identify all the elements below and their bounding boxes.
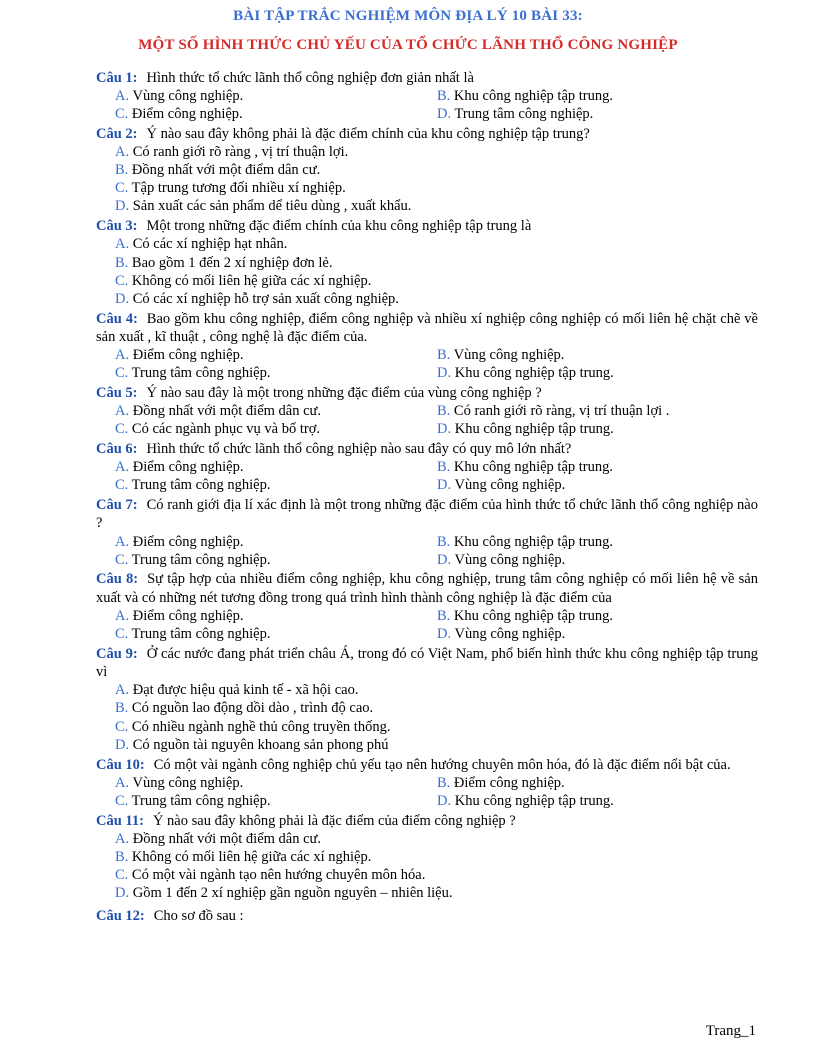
- option-text: Vùng công nghiệp.: [454, 626, 566, 643]
- option-text: Bao gồm 1 đến 2 xí nghiệp đơn lẻ.: [131, 254, 333, 271]
- question-number: Câu 2:: [96, 125, 138, 142]
- option-text: Điểm công nghiệp.: [453, 774, 565, 791]
- option-letter: A.: [115, 459, 130, 476]
- option-b: [115, 254, 758, 272]
- question-number: Câu 12:: [96, 907, 145, 924]
- option-letter: B.: [437, 347, 451, 364]
- option-letter: D.: [437, 626, 452, 643]
- option-letter: D.: [437, 365, 452, 382]
- option-b: [115, 699, 758, 717]
- question-text: Ở các nước đang phát triển châu Á, trong đó có Việt Nam, phổ biến hình thức khu công nghiệp tập trung vì: [96, 645, 758, 680]
- question-text: Bao gồm khu công nghiệp, điểm công nghiệp và nhiều xí nghiệp công nghiệp có mối liên hệ chặt chẽ về sản xuất , kĩ thuật , công nghệ là đặc điểm của.: [96, 310, 758, 345]
- options-3: [96, 235, 758, 308]
- options-8: [96, 607, 758, 643]
- question-9: [96, 645, 758, 681]
- question-number: Câu 9:: [96, 645, 138, 662]
- option-c: [115, 420, 437, 438]
- question-text: Có ranh giới địa lí xác định là một trong những đặc điểm của hình thức tổ chức lãnh thổ công nghiệp nào ?: [96, 497, 758, 532]
- option-d: [437, 105, 757, 123]
- option-letter: A.: [115, 236, 130, 253]
- option-text: Trung tâm công nghiệp.: [131, 551, 271, 568]
- question-text: Hình thức tổ chức lãnh thổ công nghiệp đơn giản nhất là: [146, 69, 474, 86]
- options-9: [96, 681, 758, 754]
- option-text: Có các ngành phục vụ và bổ trợ.: [131, 421, 320, 438]
- option-a: [115, 533, 437, 551]
- option-a: [115, 143, 758, 161]
- options-2: [96, 143, 758, 216]
- option-text: Khu công nghiệp tập trung.: [454, 792, 614, 809]
- question-7: [96, 496, 758, 532]
- question-text: Có một vài ngành công nghiệp chủ yếu tạo nên hướng chuyên môn hóa, đó là đặc điểm nổi bật của.: [153, 756, 731, 773]
- option-b: [437, 607, 757, 625]
- option-text: Trung tâm công nghiệp.: [454, 105, 594, 122]
- option-letter: D.: [437, 421, 452, 438]
- question-text: Hình thức tổ chức lãnh thổ công nghiệp nào sau đây có quy mô lớn nhất?: [146, 441, 572, 458]
- option-d: [115, 290, 758, 308]
- option-b: [437, 774, 757, 792]
- question-number: Câu 3:: [96, 218, 138, 235]
- option-letter: C.: [115, 421, 129, 438]
- option-c: [115, 364, 437, 382]
- option-d: [437, 420, 757, 438]
- option-c: [115, 476, 437, 494]
- option-letter: D.: [437, 477, 452, 494]
- option-text: Đồng nhất với một điểm dân cư.: [132, 403, 322, 420]
- option-a: [115, 830, 758, 848]
- question-number: Câu 10:: [96, 756, 145, 773]
- option-text: Có các xí nghiệp hạt nhân.: [132, 236, 288, 253]
- option-letter: B.: [437, 607, 451, 624]
- option-text: Điểm công nghiệp.: [131, 105, 243, 122]
- options-10: [96, 774, 758, 810]
- options-7: [96, 533, 758, 569]
- question-number: Câu 6:: [96, 441, 138, 458]
- question-text: Cho sơ đồ sau :: [153, 907, 244, 924]
- option-b: [437, 346, 757, 364]
- option-letter: B.: [115, 162, 129, 179]
- option-d: [115, 736, 758, 754]
- options-6: [96, 458, 758, 494]
- option-text: Vùng công nghiệp.: [454, 477, 566, 494]
- option-text: Có nguồn tài nguyên khoang sản phong phú: [132, 736, 389, 753]
- question-number: Câu 11:: [96, 812, 144, 829]
- option-letter: A.: [115, 87, 130, 104]
- question-6: [96, 440, 758, 458]
- option-letter: C.: [115, 477, 129, 494]
- option-text: Có một vài ngành tạo nên hướng chuyên môn hóa.: [131, 867, 426, 884]
- option-b: [437, 533, 757, 551]
- question-text: Ý nào sau đây là một trong những đặc điểm của vùng công nghiệp ?: [146, 384, 542, 401]
- option-c: [115, 625, 437, 643]
- question-text: Ý nào sau đây không phải là đặc điểm chính của khu công nghiệp tập trung?: [146, 125, 590, 142]
- option-d: [437, 364, 757, 382]
- option-c: [115, 551, 437, 569]
- options-4: [96, 346, 758, 382]
- option-a: [115, 607, 437, 625]
- option-letter: C.: [115, 867, 129, 884]
- option-d: [437, 792, 757, 810]
- option-b: [437, 87, 757, 105]
- option-c: [115, 105, 437, 123]
- option-text: Khu công nghiệp tập trung.: [454, 365, 614, 382]
- options-1: [96, 87, 758, 123]
- option-letter: B.: [437, 87, 451, 104]
- option-c: [115, 718, 758, 736]
- option-d: [437, 625, 757, 643]
- option-letter: D.: [115, 198, 130, 215]
- option-d: [115, 197, 758, 215]
- option-letter: A.: [115, 774, 130, 791]
- question-number: Câu 1:: [96, 69, 138, 86]
- option-letter: C.: [115, 626, 129, 643]
- page-title: BÀI TẬP TRẮC NGHIỆM MÔN ĐỊA LÝ 10 BÀI 33:: [233, 8, 583, 24]
- option-c: [115, 866, 758, 884]
- option-a: [115, 235, 758, 253]
- question-12: [96, 907, 758, 925]
- options-5: [96, 402, 758, 438]
- page-number: Trang_1: [705, 1023, 756, 1039]
- option-letter: C.: [115, 718, 129, 735]
- option-a: [115, 87, 437, 105]
- question-number: Câu 5:: [96, 384, 138, 401]
- option-letter: C.: [115, 105, 129, 122]
- question-number: Câu 7:: [96, 497, 138, 514]
- option-text: Gồm 1 đến 2 xí nghiệp gần nguồn nguyên – nhiên liệu.: [132, 885, 453, 902]
- option-text: Trung tâm công nghiệp.: [131, 626, 271, 643]
- option-letter: C.: [115, 365, 129, 382]
- question-text: Một trong những đặc điểm chính của khu công nghiệp tập trung là: [146, 218, 532, 235]
- option-a: [115, 402, 437, 420]
- option-text: Trung tâm công nghiệp.: [131, 477, 271, 494]
- option-text: Có các xí nghiệp hỗ trợ sản xuất công nghiệp.: [132, 290, 399, 307]
- question-number: Câu 8:: [96, 571, 139, 588]
- option-text: Trung tâm công nghiệp.: [131, 792, 271, 809]
- option-letter: B.: [437, 403, 451, 420]
- option-letter: A.: [115, 347, 130, 364]
- option-letter: A.: [115, 403, 130, 420]
- option-text: Có ranh giới rõ ràng, vị trí thuận lợi .: [453, 403, 670, 420]
- question-list: [96, 67, 758, 925]
- option-text: Sản xuất các sản phẩm dể tiêu dùng , xuất khẩu.: [132, 198, 412, 215]
- option-letter: D.: [115, 885, 130, 902]
- option-text: Vùng công nghiệp.: [453, 347, 565, 364]
- option-text: Khu công nghiệp tập trung.: [453, 607, 613, 624]
- option-text: Điểm công nghiệp.: [132, 459, 244, 476]
- option-text: Có nhiều ngành nghề thủ công truyền thống.: [131, 718, 391, 735]
- option-d: [437, 551, 757, 569]
- option-letter: B.: [437, 774, 451, 791]
- option-letter: A.: [115, 607, 130, 624]
- option-letter: B.: [437, 533, 451, 550]
- question-11: [96, 812, 758, 830]
- option-text: Khu công nghiệp tập trung.: [453, 459, 613, 476]
- option-text: Tập trung tương đối nhiều xí nghiệp.: [131, 180, 346, 197]
- question-2: [96, 125, 758, 143]
- option-text: Đạt được hiệu quả kinh tế - xã hội cao.: [132, 682, 359, 699]
- option-text: Đồng nhất với một điểm dân cư.: [131, 162, 321, 179]
- option-letter: D.: [437, 551, 452, 568]
- option-letter: B.: [115, 849, 129, 866]
- option-b: [115, 161, 758, 179]
- option-text: Trung tâm công nghiệp.: [131, 365, 271, 382]
- option-b: [115, 848, 758, 866]
- option-text: Điểm công nghiệp.: [132, 347, 244, 364]
- option-text: Vùng công nghiệp.: [132, 87, 244, 104]
- option-d: [115, 884, 758, 902]
- option-c: [115, 272, 758, 290]
- option-text: Không có mối liên hệ giữa các xí nghiệp.: [131, 272, 372, 289]
- option-a: [115, 346, 437, 364]
- question-4: [96, 310, 758, 346]
- option-text: Điểm công nghiệp.: [132, 533, 244, 550]
- option-a: [115, 681, 758, 699]
- option-letter: C.: [115, 551, 129, 568]
- option-a: [115, 458, 437, 476]
- option-letter: C.: [115, 272, 129, 289]
- option-letter: A.: [115, 143, 130, 160]
- option-text: Khu công nghiệp tập trung.: [453, 533, 613, 550]
- option-b: [437, 458, 757, 476]
- option-letter: D.: [115, 290, 130, 307]
- option-letter: B.: [437, 459, 451, 476]
- option-b: [437, 402, 757, 420]
- question-text: Sự tập hợp của nhiều điểm công nghiệp, khu công nghiệp, trung tâm công nghiệp có mối liên hệ về sản xuất và có những nét tương đồng trong quá trình hình thành công nghiệp là đặc điểm của: [96, 571, 758, 606]
- option-text: Khu công nghiệp tập trung.: [454, 421, 614, 438]
- option-letter: C.: [115, 180, 129, 197]
- option-a: [115, 774, 437, 792]
- option-letter: A.: [115, 533, 130, 550]
- option-d: [437, 476, 757, 494]
- option-text: Không có mối liên hệ giữa các xí nghiệp.: [131, 849, 372, 866]
- page-subtitle: MỘT SỐ HÌNH THỨC CHỦ YẾU CỦA TỔ CHỨC LÃNH THỔ CÔNG NGHIỆP: [138, 37, 678, 53]
- question-8: [96, 570, 758, 606]
- option-c: [115, 792, 437, 810]
- option-letter: D.: [437, 792, 452, 809]
- option-text: Khu công nghiệp tập trung.: [453, 87, 613, 104]
- option-letter: C.: [115, 792, 129, 809]
- question-number: Câu 4:: [96, 310, 138, 327]
- option-letter: D.: [437, 105, 452, 122]
- option-c: [115, 179, 758, 197]
- question-10: [96, 756, 758, 774]
- option-text: Đồng nhất với một điểm dân cư.: [132, 830, 322, 847]
- question-text: Ý nào sau đây không phải là đặc điểm của điểm công nghiệp ?: [152, 812, 516, 829]
- option-letter: B.: [115, 700, 129, 717]
- option-letter: B.: [115, 254, 129, 271]
- option-letter: A.: [115, 830, 130, 847]
- option-text: Vùng công nghiệp.: [454, 551, 566, 568]
- option-text: Có ranh giới rõ ràng , vị trí thuận lợi.: [132, 143, 349, 160]
- options-11: [96, 830, 758, 903]
- option-letter: D.: [115, 736, 130, 753]
- option-text: Điểm công nghiệp.: [132, 607, 244, 624]
- option-text: Vùng công nghiệp.: [132, 774, 244, 791]
- option-text: Có nguồn lao động dồi dào , trình độ cao.: [131, 700, 374, 717]
- question-3: [96, 217, 758, 235]
- option-letter: A.: [115, 682, 130, 699]
- question-1: [96, 69, 758, 87]
- question-5: [96, 384, 758, 402]
